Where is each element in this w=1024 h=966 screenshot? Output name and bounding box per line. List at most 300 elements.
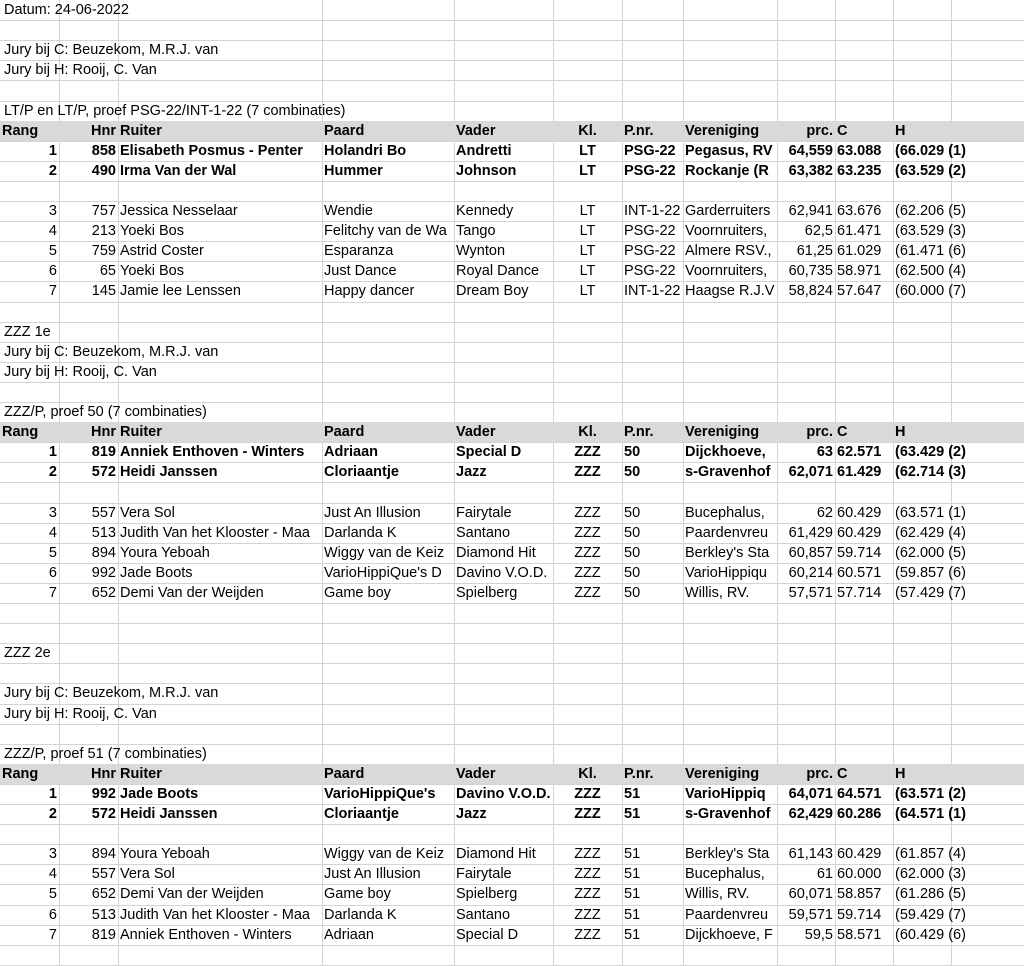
cell-score-c[interactable]: 60.571 [837, 565, 882, 581]
cell-percentage[interactable]: 60,735 [788, 263, 833, 279]
cell-score-h[interactable]: (62.206 (5) [895, 203, 966, 219]
cell-rang[interactable]: 4 [48, 525, 57, 541]
cell-hnr[interactable]: 513 [91, 525, 116, 541]
cell-score-c[interactable]: 58.857 [837, 886, 882, 902]
cell-vader[interactable]: Tango [456, 223, 496, 239]
cell-vader[interactable]: Vader [456, 123, 496, 139]
cell-ruiter[interactable]: Ruiter [120, 123, 162, 139]
cell-score-c[interactable]: 63.088 [837, 143, 882, 159]
cell-proef[interactable]: PSG-22 [624, 163, 676, 179]
cell-vader[interactable]: Fairytale [456, 505, 512, 521]
cell-percentage[interactable]: 57,571 [788, 585, 833, 601]
jury-h-label[interactable]: Jury bij H: Rooij, C. Van [4, 364, 157, 380]
cell-score-h[interactable]: (60.000 (7) [895, 283, 966, 299]
cell-rang[interactable]: Rang [2, 766, 39, 782]
cell-percentage[interactable]: 64,071 [788, 786, 833, 802]
cell-score-h[interactable]: (61.471 (6) [895, 243, 966, 259]
cell-score-c[interactable]: 60.429 [837, 525, 882, 541]
cell-rang[interactable]: 2 [48, 464, 57, 480]
cell-vader[interactable]: Vader [456, 424, 496, 440]
cell-rang[interactable]: 7 [48, 927, 57, 943]
cell-score-h[interactable]: (62.500 (4) [895, 263, 966, 279]
cell-score-c[interactable]: 61.029 [837, 243, 882, 259]
cell-percentage[interactable]: 62,071 [788, 464, 833, 480]
cell-proef[interactable]: P.nr. [624, 123, 654, 139]
jury-h-label[interactable]: Jury bij H: Rooij, C. Van [4, 62, 157, 78]
cell-percentage[interactable]: 59,571 [788, 907, 833, 923]
cell-klasse[interactable]: Kl. [578, 123, 597, 139]
cell-ruiter[interactable]: Judith Van het Klooster - Maa [120, 525, 310, 541]
cell-proef[interactable]: 50 [624, 464, 641, 480]
cell-ruiter[interactable]: Jade Boots [120, 565, 193, 581]
cell-vader[interactable]: Davino V.O.D. [456, 565, 548, 581]
jury-c-label-row [0, 40, 1024, 60]
cell-hnr[interactable]: 213 [91, 223, 116, 239]
jury-c-label[interactable]: Jury bij C: Beuzekom, M.R.J. van [4, 344, 219, 360]
cell-vader[interactable]: Santano [456, 525, 511, 541]
cell-paard[interactable]: Darlanda K [324, 525, 397, 541]
cell-hnr[interactable]: 513 [91, 907, 116, 923]
cell-vereniging[interactable]: Berkley's Sta [685, 846, 770, 862]
cell-proef[interactable]: 51 [624, 886, 641, 902]
cell-percentage[interactable]: prc. [806, 123, 833, 139]
cell-proef[interactable]: 51 [624, 866, 641, 882]
jury-h-label-row [0, 362, 1024, 382]
cell-proef[interactable]: P.nr. [624, 766, 654, 782]
cell-rang[interactable]: 4 [48, 866, 57, 882]
cell-proef[interactable]: 50 [624, 444, 641, 460]
class-title-row [0, 402, 1024, 422]
cell-score-h[interactable]: (62.714 (3) [895, 464, 966, 480]
cell-klasse[interactable]: LT [579, 243, 596, 259]
cell-hnr[interactable]: 819 [91, 444, 116, 460]
cell-klasse[interactable]: Kl. [578, 766, 597, 782]
cell-percentage[interactable]: prc. [806, 424, 833, 440]
cell-klasse[interactable]: ZZZ [574, 545, 601, 561]
cell-vereniging[interactable]: Willis, RV. [685, 585, 750, 601]
cell-percentage[interactable]: 60,214 [788, 565, 833, 581]
cell-rang[interactable]: 1 [48, 786, 57, 802]
cell-klasse[interactable]: ZZZ [574, 464, 601, 480]
cell-percentage[interactable]: 61,25 [796, 243, 833, 259]
cell-proef[interactable]: 50 [624, 505, 641, 521]
cell-ruiter[interactable]: Jessica Nesselaar [120, 203, 238, 219]
cell-score-h[interactable]: (64.571 (1) [895, 806, 966, 822]
cell-score-h[interactable]: (63.571 (2) [895, 786, 966, 802]
cell-klasse[interactable]: ZZZ [574, 907, 601, 923]
cell-vereniging[interactable]: Bucephalus, [685, 866, 765, 882]
cell-score-c[interactable]: 60.429 [837, 505, 882, 521]
cell-paard[interactable]: Paard [324, 424, 365, 440]
cell-rang[interactable]: 5 [48, 243, 57, 259]
cell-hnr[interactable]: 65 [99, 263, 116, 279]
cell-paard[interactable]: Hummer [324, 163, 383, 179]
cell-ruiter[interactable]: Jamie lee Lenssen [120, 283, 241, 299]
cell-proef[interactable]: 50 [624, 545, 641, 561]
cell-paard[interactable]: Esparanza [324, 243, 394, 259]
cell-vereniging[interactable]: Willis, RV. [685, 886, 750, 902]
cell-paard[interactable]: Felitchy van de Wa [324, 223, 447, 239]
cell-rang[interactable]: 3 [48, 203, 57, 219]
cell-score-c[interactable]: 63.235 [837, 163, 882, 179]
cell-score-h[interactable]: (59.429 (7) [895, 907, 966, 923]
result-row [0, 201, 1024, 221]
cell-ruiter[interactable]: Ruiter [120, 424, 162, 440]
grid-row-line [0, 382, 1024, 383]
cell-score-c[interactable]: 59.714 [837, 545, 882, 561]
cell-ruiter[interactable]: Heidi Janssen [120, 806, 218, 822]
cell-ruiter[interactable]: Anniek Enthoven - Winters [120, 927, 292, 943]
result-row-top [0, 141, 1024, 161]
cell-klasse[interactable]: ZZZ [574, 927, 601, 943]
cell-klasse[interactable]: ZZZ [574, 565, 601, 581]
cell-vader[interactable]: Diamond Hit [456, 846, 536, 862]
cell-paard[interactable]: Game boy [324, 886, 391, 902]
cell-vader[interactable]: Diamond Hit [456, 545, 536, 561]
result-row [0, 221, 1024, 241]
date-label[interactable]: Datum: 24-06-2022 [4, 2, 129, 18]
cell-paard[interactable]: Cloriaantje [324, 464, 399, 480]
cell-klasse[interactable]: LT [579, 263, 596, 279]
grid-row-line [0, 724, 1024, 725]
cell-paard[interactable]: VarioHippiQue's D [324, 565, 442, 581]
cell-rang[interactable]: 1 [48, 444, 57, 460]
cell-score-h[interactable]: H [895, 424, 906, 440]
cell-proef[interactable]: 51 [624, 846, 641, 862]
cell-score-c[interactable]: 59.714 [837, 907, 882, 923]
cell-score-h[interactable]: (61.286 (5) [895, 886, 966, 902]
cell-vader[interactable]: Jazz [456, 464, 487, 480]
result-row-top [0, 804, 1024, 824]
cell-score-c[interactable]: C [837, 766, 848, 782]
cell-hnr[interactable]: 652 [91, 585, 116, 601]
cell-paard[interactable]: Just Dance [324, 263, 397, 279]
cell-rang[interactable]: 7 [48, 283, 57, 299]
cell-paard[interactable]: Game boy [324, 585, 391, 601]
cell-rang[interactable]: 4 [48, 223, 57, 239]
result-row [0, 583, 1024, 603]
cell-proef[interactable]: 51 [624, 806, 641, 822]
jury-h-label[interactable]: Jury bij H: Rooij, C. Van [4, 706, 157, 722]
cell-paard[interactable]: Just An Illusion [324, 866, 421, 882]
cell-proef[interactable]: PSG-22 [624, 243, 676, 259]
cell-proef[interactable]: INT-1-22 [624, 203, 681, 219]
cell-percentage[interactable]: 60,071 [788, 886, 833, 902]
cell-score-h[interactable]: (63.529 (2) [895, 163, 966, 179]
cell-paard[interactable]: Cloriaantje [324, 806, 399, 822]
cell-klasse[interactable]: LT [579, 203, 596, 219]
cell-hnr[interactable]: 757 [91, 203, 116, 219]
result-row [0, 844, 1024, 864]
cell-percentage[interactable]: 61,429 [788, 525, 833, 541]
cell-percentage[interactable]: 62,429 [788, 806, 833, 822]
cell-klasse[interactable]: LT [579, 283, 596, 299]
cell-klasse[interactable]: ZZZ [574, 444, 601, 460]
cell-hnr[interactable]: 145 [91, 283, 116, 299]
cell-vereniging[interactable]: Pegasus, RV [685, 143, 773, 159]
cell-score-c[interactable]: 64.571 [837, 786, 882, 802]
cell-proef[interactable]: PSG-22 [624, 143, 676, 159]
cell-vereniging[interactable]: Paardenvreu [685, 525, 769, 541]
cell-hnr[interactable]: 652 [91, 886, 116, 902]
cell-hnr[interactable]: 894 [91, 545, 116, 561]
cell-hnr[interactable]: 858 [91, 143, 116, 159]
cell-vereniging[interactable]: s-Gravenhof [685, 464, 771, 480]
cell-percentage[interactable]: 63,382 [788, 163, 833, 179]
cell-proef[interactable]: INT-1-22 [624, 283, 681, 299]
cell-score-h[interactable]: (62.000 (3) [895, 866, 966, 882]
cell-percentage[interactable]: 62,5 [804, 223, 833, 239]
cell-ruiter[interactable]: Ruiter [120, 766, 162, 782]
result-row-top [0, 784, 1024, 804]
cell-rang[interactable]: 3 [48, 846, 57, 862]
cell-klasse[interactable]: LT [579, 143, 596, 159]
cell-vereniging[interactable]: Garderruiters [685, 203, 771, 219]
cell-score-c[interactable]: 61.471 [837, 223, 882, 239]
cell-paard[interactable]: Happy dancer [324, 283, 415, 299]
jury-c-label[interactable]: Jury bij C: Beuzekom, M.R.J. van [4, 42, 219, 58]
cell-percentage[interactable]: 60,857 [788, 545, 833, 561]
cell-ruiter[interactable]: Vera Sol [120, 866, 175, 882]
cell-proef[interactable]: P.nr. [624, 424, 654, 440]
cell-paard[interactable]: Holandri Bo [324, 143, 407, 159]
cell-vader[interactable]: Jazz [456, 806, 487, 822]
cell-hnr[interactable]: 759 [91, 243, 116, 259]
cell-proef[interactable]: 50 [624, 585, 641, 601]
cell-rang[interactable]: 2 [48, 163, 57, 179]
cell-paard[interactable]: Wiggy van de Keiz [324, 545, 445, 561]
cell-ruiter[interactable]: Yoeki Bos [120, 223, 184, 239]
cell-klasse[interactable]: LT [579, 163, 596, 179]
jury-c-label[interactable]: Jury bij C: Beuzekom, M.R.J. van [4, 685, 219, 701]
cell-paard[interactable]: Just An Illusion [324, 505, 421, 521]
cell-score-c[interactable]: 60.000 [837, 866, 882, 882]
cell-vereniging[interactable]: VarioHippiqu [685, 565, 767, 581]
cell-score-c[interactable]: 60.286 [837, 806, 882, 822]
cell-score-c[interactable]: C [837, 123, 848, 139]
cell-klasse[interactable]: ZZZ [574, 525, 601, 541]
cell-vader[interactable]: Kennedy [456, 203, 514, 219]
cell-hnr[interactable]: 992 [91, 786, 116, 802]
cell-hnr[interactable]: Hnr [91, 424, 116, 440]
cell-vader[interactable]: Davino V.O.D. [456, 786, 551, 802]
cell-rang[interactable]: 7 [48, 585, 57, 601]
cell-percentage[interactable]: 64,559 [788, 143, 833, 159]
cell-ruiter[interactable]: Heidi Janssen [120, 464, 218, 480]
cell-score-h[interactable]: (62.429 (4) [895, 525, 966, 541]
cell-ruiter[interactable]: Elisabeth Posmus - Penter [120, 143, 303, 159]
cell-score-h[interactable]: (66.029 (1) [895, 143, 966, 159]
cell-klasse[interactable]: ZZZ [574, 786, 601, 802]
cell-vader[interactable]: Wynton [456, 243, 506, 259]
cell-hnr[interactable]: 490 [91, 163, 116, 179]
cell-score-c[interactable]: 57.647 [837, 283, 882, 299]
cell-paard[interactable]: Adriaan [324, 444, 378, 460]
cell-score-h[interactable]: (62.000 (5) [895, 545, 966, 561]
cell-score-h[interactable]: (63.571 (1) [895, 505, 966, 521]
cell-vader[interactable]: Fairytale [456, 866, 512, 882]
result-row [0, 503, 1024, 523]
cell-score-c[interactable]: 62.571 [837, 444, 882, 460]
cell-hnr[interactable]: 992 [91, 565, 116, 581]
cell-vereniging[interactable]: Vereniging [685, 424, 760, 440]
cell-rang[interactable]: 6 [48, 263, 57, 279]
cell-vereniging[interactable]: Dijckhoeve, [685, 444, 766, 460]
cell-percentage[interactable]: prc. [806, 766, 833, 782]
grid-row-line [0, 482, 1024, 483]
table-header-row [0, 764, 1024, 784]
cell-vereniging[interactable]: Voornruiters, [685, 223, 768, 239]
section-heading-row [0, 643, 1024, 663]
cell-proef[interactable]: PSG-22 [624, 223, 676, 239]
cell-hnr[interactable]: 894 [91, 846, 116, 862]
section-heading[interactable]: ZZZ 1e [4, 324, 51, 340]
cell-klasse[interactable]: ZZZ [574, 585, 601, 601]
cell-hnr[interactable]: 819 [91, 927, 116, 943]
cell-ruiter[interactable]: Demi Van der Weijden [120, 886, 264, 902]
cell-klasse[interactable]: ZZZ [574, 806, 601, 822]
cell-vader[interactable]: Royal Dance [456, 263, 540, 279]
cell-ruiter[interactable]: Yoeki Bos [120, 263, 184, 279]
cell-vader[interactable]: Spielberg [456, 585, 518, 601]
cell-ruiter[interactable]: Judith Van het Klooster - Maa [120, 907, 310, 923]
cell-proef[interactable]: 50 [624, 565, 641, 581]
cell-vader[interactable]: Andretti [456, 143, 512, 159]
cell-paard[interactable]: Darlanda K [324, 907, 397, 923]
cell-score-h[interactable]: H [895, 766, 906, 782]
cell-ruiter[interactable]: Demi Van der Weijden [120, 585, 264, 601]
table-header-row [0, 422, 1024, 442]
cell-score-h[interactable]: (60.429 (6) [895, 927, 966, 943]
cell-vader[interactable]: Special D [456, 444, 522, 460]
cell-paard[interactable]: Paard [324, 766, 365, 782]
result-row [0, 241, 1024, 261]
cell-vader[interactable]: Santano [456, 907, 511, 923]
cell-score-c[interactable]: 63.676 [837, 203, 882, 219]
cell-percentage[interactable]: 63 [816, 444, 833, 460]
cell-rang[interactable]: Rang [2, 123, 39, 139]
cell-percentage[interactable]: 61,143 [788, 846, 833, 862]
cell-ruiter[interactable]: Jade Boots [120, 786, 199, 802]
cell-vader[interactable]: Vader [456, 766, 496, 782]
cell-score-h[interactable]: (57.429 (7) [895, 585, 966, 601]
cell-proef[interactable]: PSG-22 [624, 263, 676, 279]
cell-hnr[interactable]: 572 [91, 806, 116, 822]
cell-score-c[interactable]: 58.971 [837, 263, 882, 279]
cell-paard[interactable]: Paard [324, 123, 365, 139]
result-row-top [0, 161, 1024, 181]
cell-ruiter[interactable]: Youra Yeboah [120, 545, 210, 561]
cell-klasse[interactable]: ZZZ [574, 505, 601, 521]
cell-vader[interactable]: Dream Boy [456, 283, 529, 299]
cell-vereniging[interactable]: Almere RSV., [685, 243, 772, 259]
cell-vereniging[interactable]: Dijckhoeve, F [685, 927, 773, 943]
cell-proef[interactable]: 51 [624, 927, 641, 943]
cell-klasse[interactable]: ZZZ [574, 846, 601, 862]
cell-paard[interactable]: Adriaan [324, 927, 374, 943]
cell-klasse[interactable]: Kl. [578, 424, 597, 440]
cell-proef[interactable]: 51 [624, 786, 641, 802]
section-heading[interactable]: ZZZ 2e [4, 645, 51, 661]
cell-proef[interactable]: 51 [624, 907, 641, 923]
cell-score-c[interactable]: 60.429 [837, 846, 882, 862]
cell-score-c[interactable]: 61.429 [837, 464, 882, 480]
class-title[interactable]: ZZZ/P, proef 50 (7 combinaties) [4, 404, 207, 420]
cell-score-h[interactable]: (61.857 (4) [895, 846, 966, 862]
cell-ruiter[interactable]: Irma Van der Wal [120, 163, 237, 179]
cell-vereniging[interactable]: Vereniging [685, 766, 760, 782]
cell-vader[interactable]: Special D [456, 927, 519, 943]
cell-rang[interactable]: Rang [2, 424, 39, 440]
cell-ruiter[interactable]: Youra Yeboah [120, 846, 210, 862]
cell-percentage[interactable]: 59,5 [804, 927, 833, 943]
cell-klasse[interactable]: ZZZ [574, 866, 601, 882]
cell-hnr[interactable]: 557 [91, 866, 116, 882]
cell-vader[interactable]: Spielberg [456, 886, 518, 902]
cell-rang[interactable]: 5 [48, 886, 57, 902]
cell-vereniging[interactable]: Vereniging [685, 123, 760, 139]
cell-percentage[interactable]: 61 [816, 866, 833, 882]
cell-percentage[interactable]: 62 [816, 505, 833, 521]
cell-hnr[interactable]: 572 [91, 464, 116, 480]
cell-proef[interactable]: 50 [624, 525, 641, 541]
class-title-row [0, 101, 1024, 121]
cell-paard[interactable]: Wiggy van de Keiz [324, 846, 445, 862]
cell-vereniging[interactable]: Berkley's Sta [685, 545, 770, 561]
cell-hnr[interactable]: Hnr [91, 766, 116, 782]
grid-row-line [0, 824, 1024, 825]
grid-row-line [0, 663, 1024, 664]
grid-row-line [0, 603, 1024, 604]
result-row [0, 864, 1024, 884]
cell-score-c[interactable]: C [837, 424, 848, 440]
cell-ruiter[interactable]: Anniek Enthoven - Winters [120, 444, 305, 460]
cell-rang[interactable]: 3 [48, 505, 57, 521]
cell-hnr[interactable]: 557 [91, 505, 116, 521]
cell-vereniging[interactable]: Voornruiters, [685, 263, 768, 279]
cell-vereniging[interactable]: Bucephalus, [685, 505, 765, 521]
cell-rang[interactable]: 2 [48, 806, 57, 822]
cell-ruiter[interactable]: Astrid Coster [120, 243, 204, 259]
cell-klasse[interactable]: ZZZ [574, 886, 601, 902]
cell-vereniging[interactable]: s-Gravenhof [685, 806, 771, 822]
cell-vereniging[interactable]: Haagse R.J.V [685, 283, 775, 299]
cell-rang[interactable]: 1 [48, 143, 57, 159]
cell-score-h[interactable]: (59.857 (6) [895, 565, 966, 581]
cell-rang[interactable]: 5 [48, 545, 57, 561]
cell-klasse[interactable]: LT [579, 223, 596, 239]
cell-vader[interactable]: Johnson [456, 163, 517, 179]
cell-hnr[interactable]: Hnr [91, 123, 116, 139]
cell-rang[interactable]: 6 [48, 907, 57, 923]
cell-score-h[interactable]: H [895, 123, 906, 139]
cell-score-h[interactable]: (63.529 (3) [895, 223, 966, 239]
cell-score-c[interactable]: 58.571 [837, 927, 882, 943]
class-title[interactable]: LT/P en LT/P, proef PSG-22/INT-1-22 (7 combinaties) [4, 103, 346, 119]
cell-percentage[interactable]: 62,941 [788, 203, 833, 219]
cell-score-h[interactable]: (63.429 (2) [895, 444, 966, 460]
cell-vereniging[interactable]: Paardenvreu [685, 907, 769, 923]
cell-vereniging[interactable]: VarioHippiq [685, 786, 766, 802]
class-title[interactable]: ZZZ/P, proef 51 (7 combinaties) [4, 746, 207, 762]
cell-paard[interactable]: Wendie [324, 203, 373, 219]
cell-paard[interactable]: VarioHippiQue's [324, 786, 436, 802]
cell-vereniging[interactable]: Rockanje (R [685, 163, 769, 179]
cell-ruiter[interactable]: Vera Sol [120, 505, 175, 521]
cell-score-c[interactable]: 57.714 [837, 585, 882, 601]
cell-rang[interactable]: 6 [48, 565, 57, 581]
cell-percentage[interactable]: 58,824 [788, 283, 833, 299]
